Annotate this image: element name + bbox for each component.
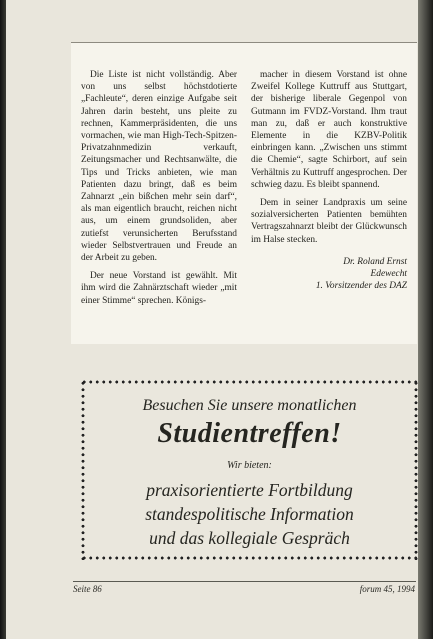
author-name: Dr. Roland Ernst xyxy=(343,256,407,267)
author-role: 1. Vorsitzender des DAZ xyxy=(315,281,407,292)
ad-offer-line: und das kollegiale Gespräch xyxy=(149,528,350,548)
page-number: Seite 86 xyxy=(73,584,102,594)
article-paragraph: macher in diesem Vorstand ist ohne Zweifel Kollege Kuttruff aus Stuttgart, der bisherige liberale Gegenpol von Gutmann im FVDZ-Vorstand. Ihm traut man zu, daß er auch konstruktive Elemente in die KZBV-Politik einbringen kann. „Zwischen uns stimmt die Chemie“, sagte Schirbort, auf sein Verhältnis zu Kuttruff angesprochen. Der schwieg dazu. Es bleibt spannend. xyxy=(251,70,407,190)
issue-label: forum 45, 1994 xyxy=(359,584,415,594)
article-box xyxy=(71,42,417,344)
dotted-border-bottom xyxy=(81,556,418,560)
author-place: Edewecht xyxy=(370,269,407,280)
article-column-left xyxy=(81,69,237,307)
article-column-right xyxy=(251,69,407,292)
article-paragraph: Dem in seiner Landpraxis um seine sozialversicherten Patienten bemühten Vertragszahnarzt bleibt der Glückwunsch im Halse stecken. xyxy=(251,198,407,245)
author-signature xyxy=(251,256,407,293)
ad-offer-line: standespolitische Information xyxy=(145,504,354,524)
ad-offer-line: praxisorientierte Fortbildung xyxy=(146,480,353,500)
article-paragraph: Der neue Vorstand ist gewählt. Mit ihm wird die Zahnärztschaft wieder „mit einer Stimme“ sprechen. Königs- xyxy=(81,271,237,306)
ad-intro: Besuchen Sie unsere monatlichen xyxy=(142,397,357,414)
advertisement-box xyxy=(81,380,418,560)
ad-subtitle: Wir bieten: xyxy=(227,460,272,471)
ad-title: Studientreffen! xyxy=(157,418,342,449)
article-paragraph: Die Liste ist nicht vollständig. Aber von uns selbst höchstdotierte „Fachleute“, deren einzige Aufgabe seit Jahren darin besteht, uns pleite zu rechnen, Kammerpräsidenten, die uns vormachen, wie man High-Tech-Spitzen-Privatzahnmedizin verkauft, Zeitungsmacher und Rechtsanwälte, die Tips und Tricks anbieten, wie man Patienten dazu bringt, daß es beim Zahnarzt „ein bißchen mehr sein darf“, als man eigentlich braucht, reichen nicht aus, um einem grundsoliden, aber zutiefst verunsicherten Berufsstand wieder Selbstvertrauen und Freude an der Arbeit zu geben. xyxy=(81,70,237,264)
book-binding-right xyxy=(418,0,433,639)
dotted-border-top xyxy=(81,380,418,384)
footer-rule xyxy=(73,581,416,582)
